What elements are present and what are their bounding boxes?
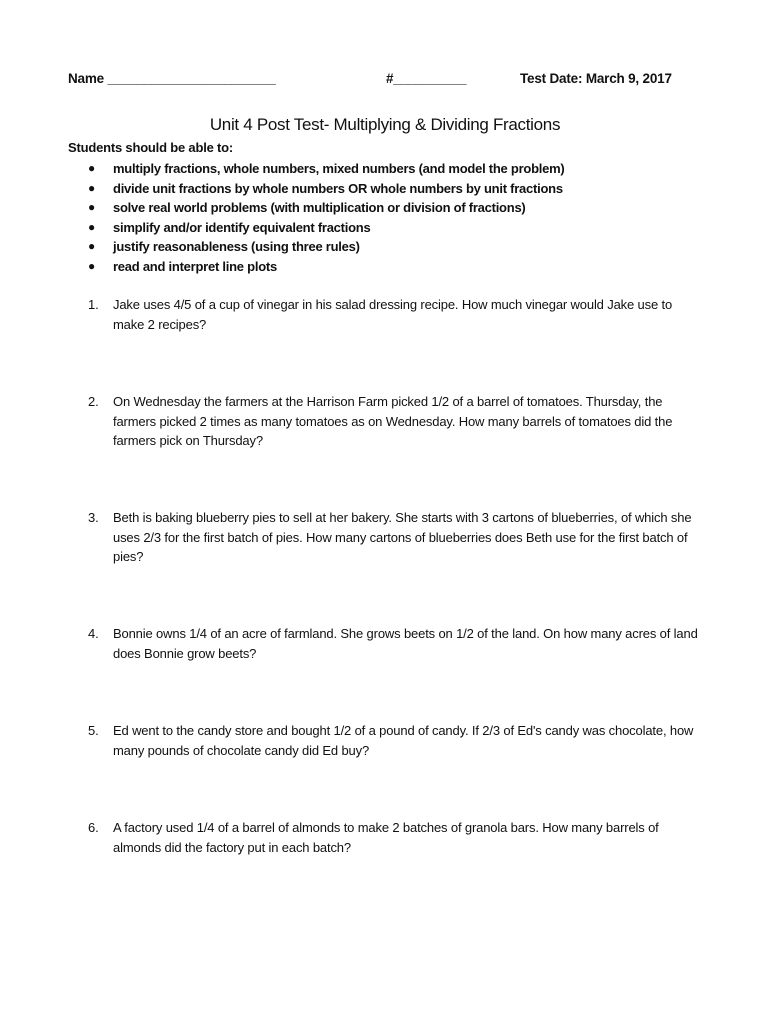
objectives-heading: Students should be able to: (68, 140, 234, 155)
question-number: 3. (88, 510, 99, 525)
bullet-icon: ● (88, 200, 95, 214)
question-number: 6. (88, 820, 99, 835)
objective-item: ● read and interpret line plots (88, 257, 565, 277)
objectives-list (88, 159, 565, 276)
bullet-icon: ● (88, 239, 95, 253)
header-row (68, 71, 688, 91)
question-text: On Wednesday the farmers at the Harrison Farm picked 1/2 of a barrel of tomatoes. Thursday, the farmers picked 2 times as many tomatoes as on Wednesday. How many barrels of tomatoes did the farmers pick on Thursday? (113, 394, 673, 448)
question-6 (88, 818, 708, 857)
objective-item: ● simplify and/or identify equivalent fractions (88, 218, 565, 238)
objective-item: ● solve real world problems (with multiplication or division of fractions) (88, 198, 565, 218)
question-text: Ed went to the candy store and bought 1/2 of a pound of candy. If 2/3 of Ed's candy was chocolate, how many pounds of chocolate candy did Ed buy? (113, 723, 694, 758)
question-2 (88, 392, 708, 451)
question-text: A factory used 1/4 of a barrel of almonds to make 2 batches of granola bars. How many barrels of almonds did the factory put in each batch? (113, 820, 659, 855)
question-3 (88, 508, 708, 567)
question-number: 1. (88, 297, 99, 312)
bullet-icon: ● (88, 219, 95, 234)
objective-item: ● divide unit fractions by whole numbers OR whole numbers by unit fractions (88, 179, 565, 199)
question-1 (88, 295, 708, 334)
bullet-icon: ● (88, 180, 95, 195)
question-4 (88, 624, 708, 663)
question-number: 4. (88, 626, 99, 641)
test-date-label: Test Date: March 9, 2017 (520, 71, 672, 86)
student-number-label: #__________ (386, 71, 467, 86)
name-field-label: Name _______________________ (68, 71, 276, 86)
page-title: Unit 4 Post Test- Multiplying & Dividing Fractions (209, 115, 561, 134)
question-number: 2. (88, 394, 99, 409)
objective-item: ● multiply fractions, whole numbers, mixed numbers (and model the problem) (88, 159, 565, 179)
question-text: Beth is baking blueberry pies to sell at her bakery. She starts with 3 cartons of blueberries, of which she uses 2/3 for the first batch of pies. How many cartons of blueberries does Beth use for the first batch of pies? (113, 510, 692, 564)
question-number: 5. (88, 723, 99, 738)
bullet-icon: ● (88, 258, 95, 273)
bullet-icon: ● (88, 161, 95, 175)
question-5 (88, 721, 708, 760)
question-text: Jake uses 4/5 of a cup of vinegar in his salad dressing recipe. How much vinegar would Jake use to make 2 recipes? (113, 297, 673, 332)
question-text: Bonnie owns 1/4 of an acre of farmland. She grows beets on 1/2 of the land. On how many acres of land does Bonnie grow beets? (113, 626, 698, 661)
objective-item: ● justify reasonableness (using three rules) (88, 237, 565, 257)
